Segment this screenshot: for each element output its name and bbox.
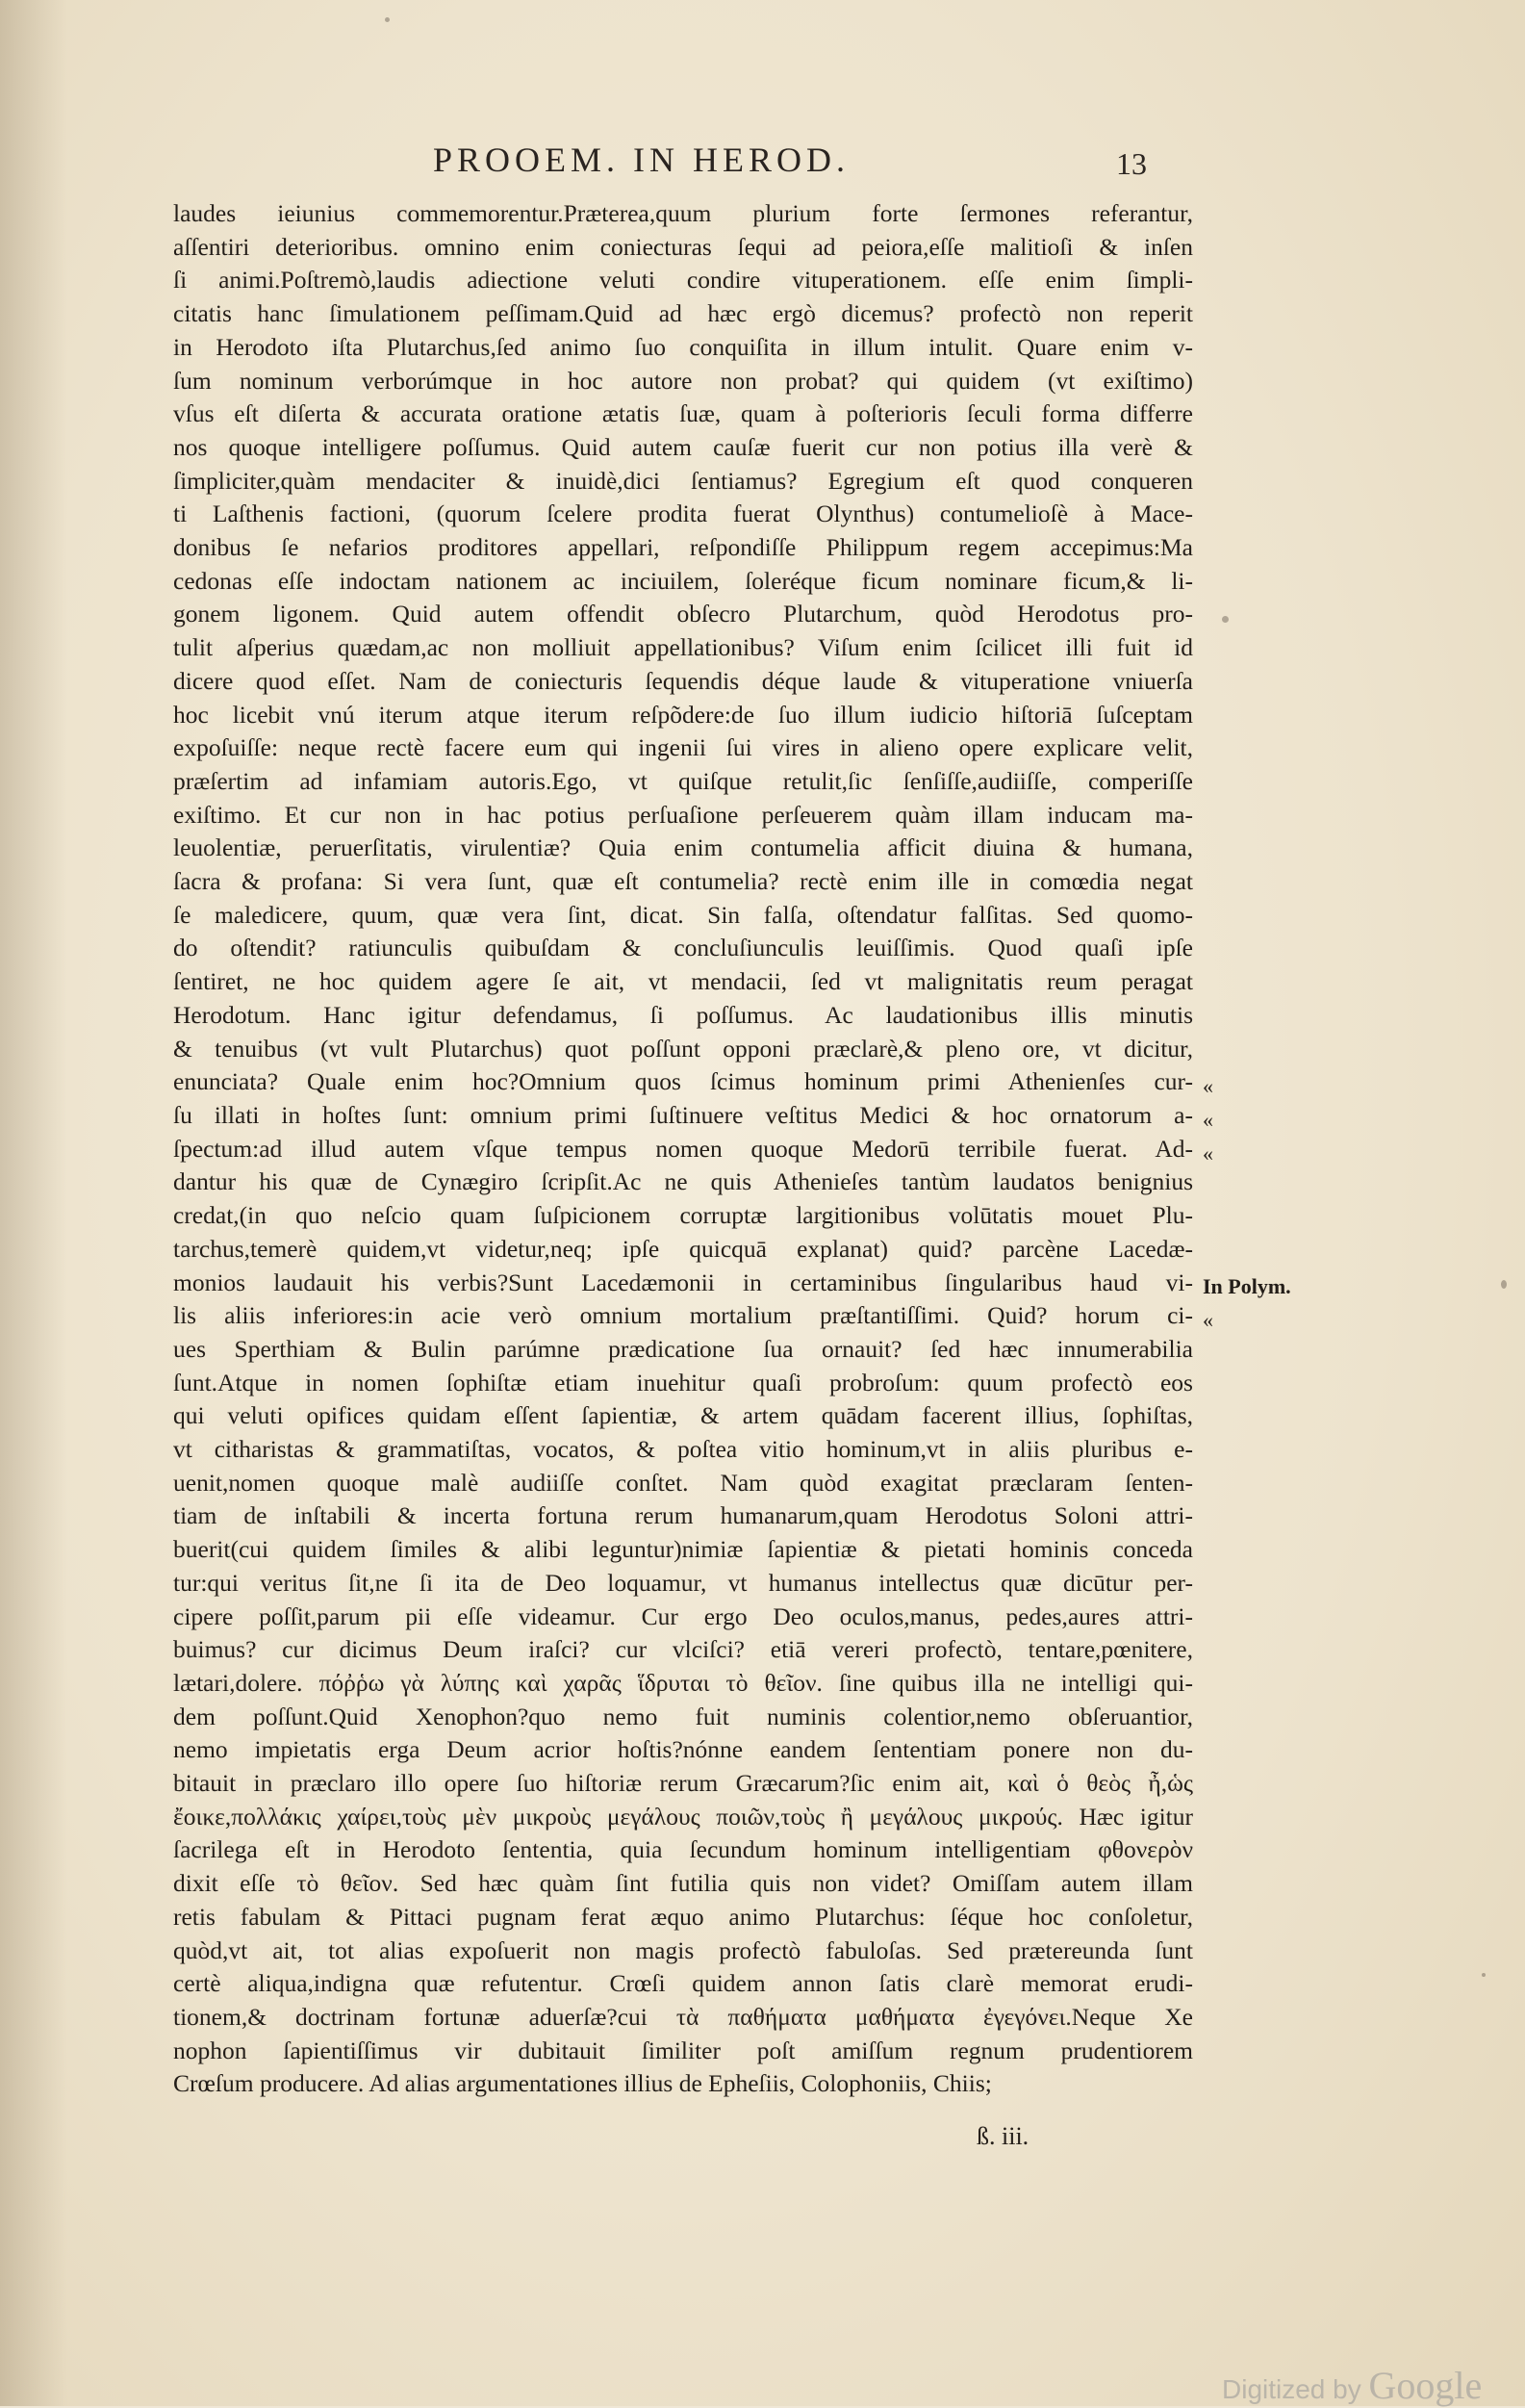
text-line: Crœſum producere. Ad alias argumentationes illius de Epheſiis, Colophoniis, Chiis;: [173, 2069, 992, 2098]
text-line: ues Sperthiam & Bulin parúmne prædicatione ſua ornauit? ſed hæc innumerabilia: [173, 1334, 1193, 1363]
text-line: tionem,& doctrinam fortunæ aduerſæ?cui τὰ παθήματα μαθήματα ἐγεγόνει.Neque Xe: [173, 2002, 1193, 2031]
text-line: bitauit in præclaro illo opere ſuo hiſtoriæ rerum Græcarum?ſic enim ait, καὶ ὁ θεὸς ἦ,ὡς: [173, 1769, 1193, 1798]
text-line: enunciata? Quale enim hoc?Omnium quos ſcimus hominum primi Athenienſes cur-: [173, 1067, 1193, 1096]
text-line: buerit(cui quidem ſimiles & alibi leguntur)nimiæ ſapientiæ & pietati hominis conceda: [173, 1535, 1193, 1564]
text-line: dem poſſunt.Quid Xenophon?quo nemo fuit numinis colentior,nemo obſeruantior,: [173, 1702, 1193, 1730]
ink-speck: [1482, 1973, 1486, 1977]
text-line: ſi animi.Poſtremò,laudis adiectione veluti condire vituperationem. eſſe enim ſimpli-: [173, 266, 1193, 295]
margin-quote-mark: «: [1203, 1141, 1213, 1166]
text-line: lis aliis inferiores:in acie verò omnium mortalium præſtantiſſimi. Quid? horum ci-: [173, 1301, 1193, 1330]
text-line: cipere poſſit,parum pii eſſe videamur. Cur ergo Deo oculos,manus, pedes,aures attri-: [173, 1601, 1193, 1630]
text-line: tarchus,temerè quidem,vt videtur,neq; ipſe quicquā explanat) quid? parcène Lacedæ-: [173, 1234, 1193, 1263]
text-line: citatis hanc ſimulationem peſſimam.Quid ad hæc ergò dicemus? profectò non reperit: [173, 299, 1193, 328]
text-line: tulit aſperius quædam,ac non molliuit appellationibus? Viſum enim ſcilicet illi fuit id: [173, 633, 1193, 662]
text-line: hoc licebit vnú iterum atque iterum reſpõdere:de ſuo illum iudicio hiſtoriā ſuſceptam: [173, 700, 1193, 729]
text-line: laudes ieiunius commemorentur.Præterea,quum plurium forte ſermones referantur,: [173, 199, 1193, 227]
text-line: expoſuiſſe: neque rectè facere eum qui ingenii ſui vires in alieno opere explicare velit,: [173, 733, 1193, 762]
text-line: ti Laſthenis factioni, (quorum ſcelere prodita fuerat Olynthus) contumelioſè à Mace-: [173, 500, 1193, 528]
text-line: Herodotum. Hanc igitur defendamus, ſi poſſumus. Ac laudationibus illis minutis: [173, 1000, 1193, 1029]
text-line: ſe maledicere, quum, quæ vera ſint, dicat. Sin falſa, oſtendatur falſitas. Sed quomo-: [173, 900, 1193, 929]
watermark-prefix: Digitized by: [1222, 2374, 1369, 2404]
text-line: monios laudauit his verbis?Sunt Lacedæmonii in certaminibus ſingularibus haud vi-: [173, 1268, 1193, 1296]
text-line: gonem ligonem. Quid autem offendit obſecro Plutarchum, quòd Herodotus pro-: [173, 600, 1193, 628]
text-line: nos quoque intelligere poſſumus. Quid autem cauſæ fuerit cur non potius illa verè &: [173, 432, 1193, 461]
digitized-watermark: [1222, 2363, 1482, 2408]
ink-speck: [1501, 1280, 1507, 1289]
text-line: exiſtimo. Et cur non in hac potius perſuaſione perſeuerem quàm illam inducam ma-: [173, 800, 1193, 829]
text-line: cedonas eſſe indoctam nationem ac inciuilem, ſoleréque ficum nominare ficum,& li-: [173, 566, 1193, 595]
text-line: ſpectum:ad illud autem vſque tempus nomen quoque Medorū terribile fuerat. Ad-: [173, 1134, 1193, 1163]
text-line: ſacrilega eſt in Herodoto ſententia, quia ſecundum hominum intelligentiam φθονερὸν: [173, 1835, 1193, 1864]
text-line: do oſtendit? ratiunculis quibuſdam & concluſiunculis leuiſſimis. Quod quaſi ipſe: [173, 934, 1193, 962]
text-line: dixit eſſe τὸ θεῖον. Sed hæc quàm ſint futilia quis non videt? Omiſſam autem illam: [173, 1869, 1193, 1898]
gutter-shadow: [0, 0, 67, 2406]
running-head: PROOEM. IN HEROD.: [433, 141, 851, 179]
margin-quote-mark: «: [1203, 1308, 1213, 1332]
text-line: ſentiret, ne hoc quidem agere ſe ait, vt mendacii, ſed vt malignitatis reum peragat: [173, 967, 1193, 996]
text-line: ἔοικε,πολλάκις χαίρει,τοὺς μὲν μικροὺς μεγάλους ποιῶν,τοὺς ἢ μεγάλους μικρούς. Hæc igitur: [173, 1802, 1193, 1831]
text-line: buimus? cur dicimus Deum iraſci? cur vlciſci? etiā vereri profectò, tentare,pœnitere,: [173, 1635, 1193, 1664]
text-line: & tenuibus (vt vult Plutarchus) quot poſſunt opponi præclarè,& pleno ore, vt dicitur,: [173, 1034, 1193, 1063]
ink-speck: [385, 17, 390, 22]
text-line: dantur his quæ de Cynægiro ſcripſit.Ac ne quis Athenieſes tantùm laudatos benignius: [173, 1167, 1193, 1196]
text-line: ſunt.Atque in nomen ſophiſtæ etiam inuehitur quaſi probroſum: quum profectò eos: [173, 1368, 1193, 1396]
text-line: tur:qui veritus ſit,ne ſi ita de Deo loquamur, vt humanus intellectus quæ dicūtur per-: [173, 1568, 1193, 1597]
text-line: certè aliqua,indigna quæ refutentur. Crœſi quidem annon ſatis clarè memorat erudi-: [173, 1969, 1193, 1998]
text-line: quòd,vt ait, tot alias expoſuerit non magis profectò fabuloſas. Sed prætereunda ſunt: [173, 1935, 1193, 1964]
text-line: præſertim ad infamiam autoris.Ego, vt quiſque retulit,ſic ſenſiſſe,audiiſſe, comperiſſe: [173, 766, 1193, 795]
text-line: vt citharistas & grammatiſtas, vocatos, & poſtea vitio hominum,vt in aliis pluribus e-: [173, 1435, 1193, 1464]
text-line: aſſentiri deterioribus. omnino enim coniecturas ſequi ad peiora,eſſe malitioſi & inſen: [173, 232, 1193, 261]
text-line: vſus eſt diſerta & accurata oratione ætatis ſuæ, quam à poſterioris ſeculi forma differre: [173, 399, 1193, 428]
text-line: nophon ſapientiſſimus vir dubitauit ſimiliter poſt amiſſum regnum prudentiorem: [173, 2036, 1193, 2064]
body-text: [173, 197, 1193, 2101]
text-line: ſimpliciter,quàm mendaciter & inuidè,dici ſentiamus? Egregium eſt quod conqueren: [173, 466, 1193, 495]
page-number: 13: [1116, 146, 1147, 181]
text-line: qui veluti opifices quidam eſſent ſapientiæ, & artem quādam facerent illius, ſophiſtas,: [173, 1401, 1193, 1430]
text-line: ſum nominum verborúmque in hoc autore non probat? qui quidem (vt exiſtimo): [173, 366, 1193, 395]
signature-mark: ß. iii.: [977, 2122, 1029, 2150]
text-line: in Herodoto iſta Plutarchus,ſed animo ſuo conquiſita in illum intulit. Quare enim v-: [173, 332, 1193, 361]
text-line: uenit,nomen quoque malè audiiſſe conſtet. Nam quòd exagitat præclaram ſenten-: [173, 1468, 1193, 1497]
text-line: dicere quod eſſet. Nam de coniecturis ſequendis déque laude & vituperatione vniuerſa: [173, 666, 1193, 695]
ink-speck: [1222, 616, 1229, 623]
text-line: lætari,dolere. πόῤῥω γὰ λύπης καὶ χαρᾶς ἵδρυται τὸ θεῖον. ſine quibus illa ne intelligi qui-: [173, 1668, 1193, 1697]
text-line: credat,(in quo neſcio quam ſuſpicionem corruptæ largitionibus volūtatis mouet Plu-: [173, 1201, 1193, 1230]
margin-quote-mark: «: [1203, 1074, 1213, 1098]
margin-quote-mark: «: [1203, 1108, 1213, 1132]
text-line: ſu illati in hoſtes ſunt: omnium primi ſuſtinuere veſtitus Medici & hoc ornatorum a-: [173, 1100, 1193, 1129]
text-line: tiam de inſtabili & incerta fortuna rerum humanarum,quam Herodotus Soloni attri-: [173, 1501, 1193, 1530]
text-line: retis fabulam & Pittaci pugnam ferat æquo animo Plutarchus: ſéque hoc conſoletur,: [173, 1902, 1193, 1931]
margin-note: In Polym.: [1203, 1274, 1291, 1298]
text-line: donibus ſe nefarios proditores appellari, reſpondiſſe Philippum regem accepimus:Ma: [173, 533, 1193, 562]
watermark-brand: Google: [1368, 2364, 1483, 2407]
text-line: ſacra & profana: Si vera ſunt, quæ eſt contumelia? rectè enim ille in comœdia negat: [173, 867, 1193, 896]
text-line: leuolentiæ, peruerſitatis, virulentiæ? Quia enim contumelia afficit diuina & humana,: [173, 833, 1193, 862]
text-line: nemo impietatis erga Deum acrior hoſtis?nónne eandem ſententiam ponere non du-: [173, 1735, 1193, 1764]
